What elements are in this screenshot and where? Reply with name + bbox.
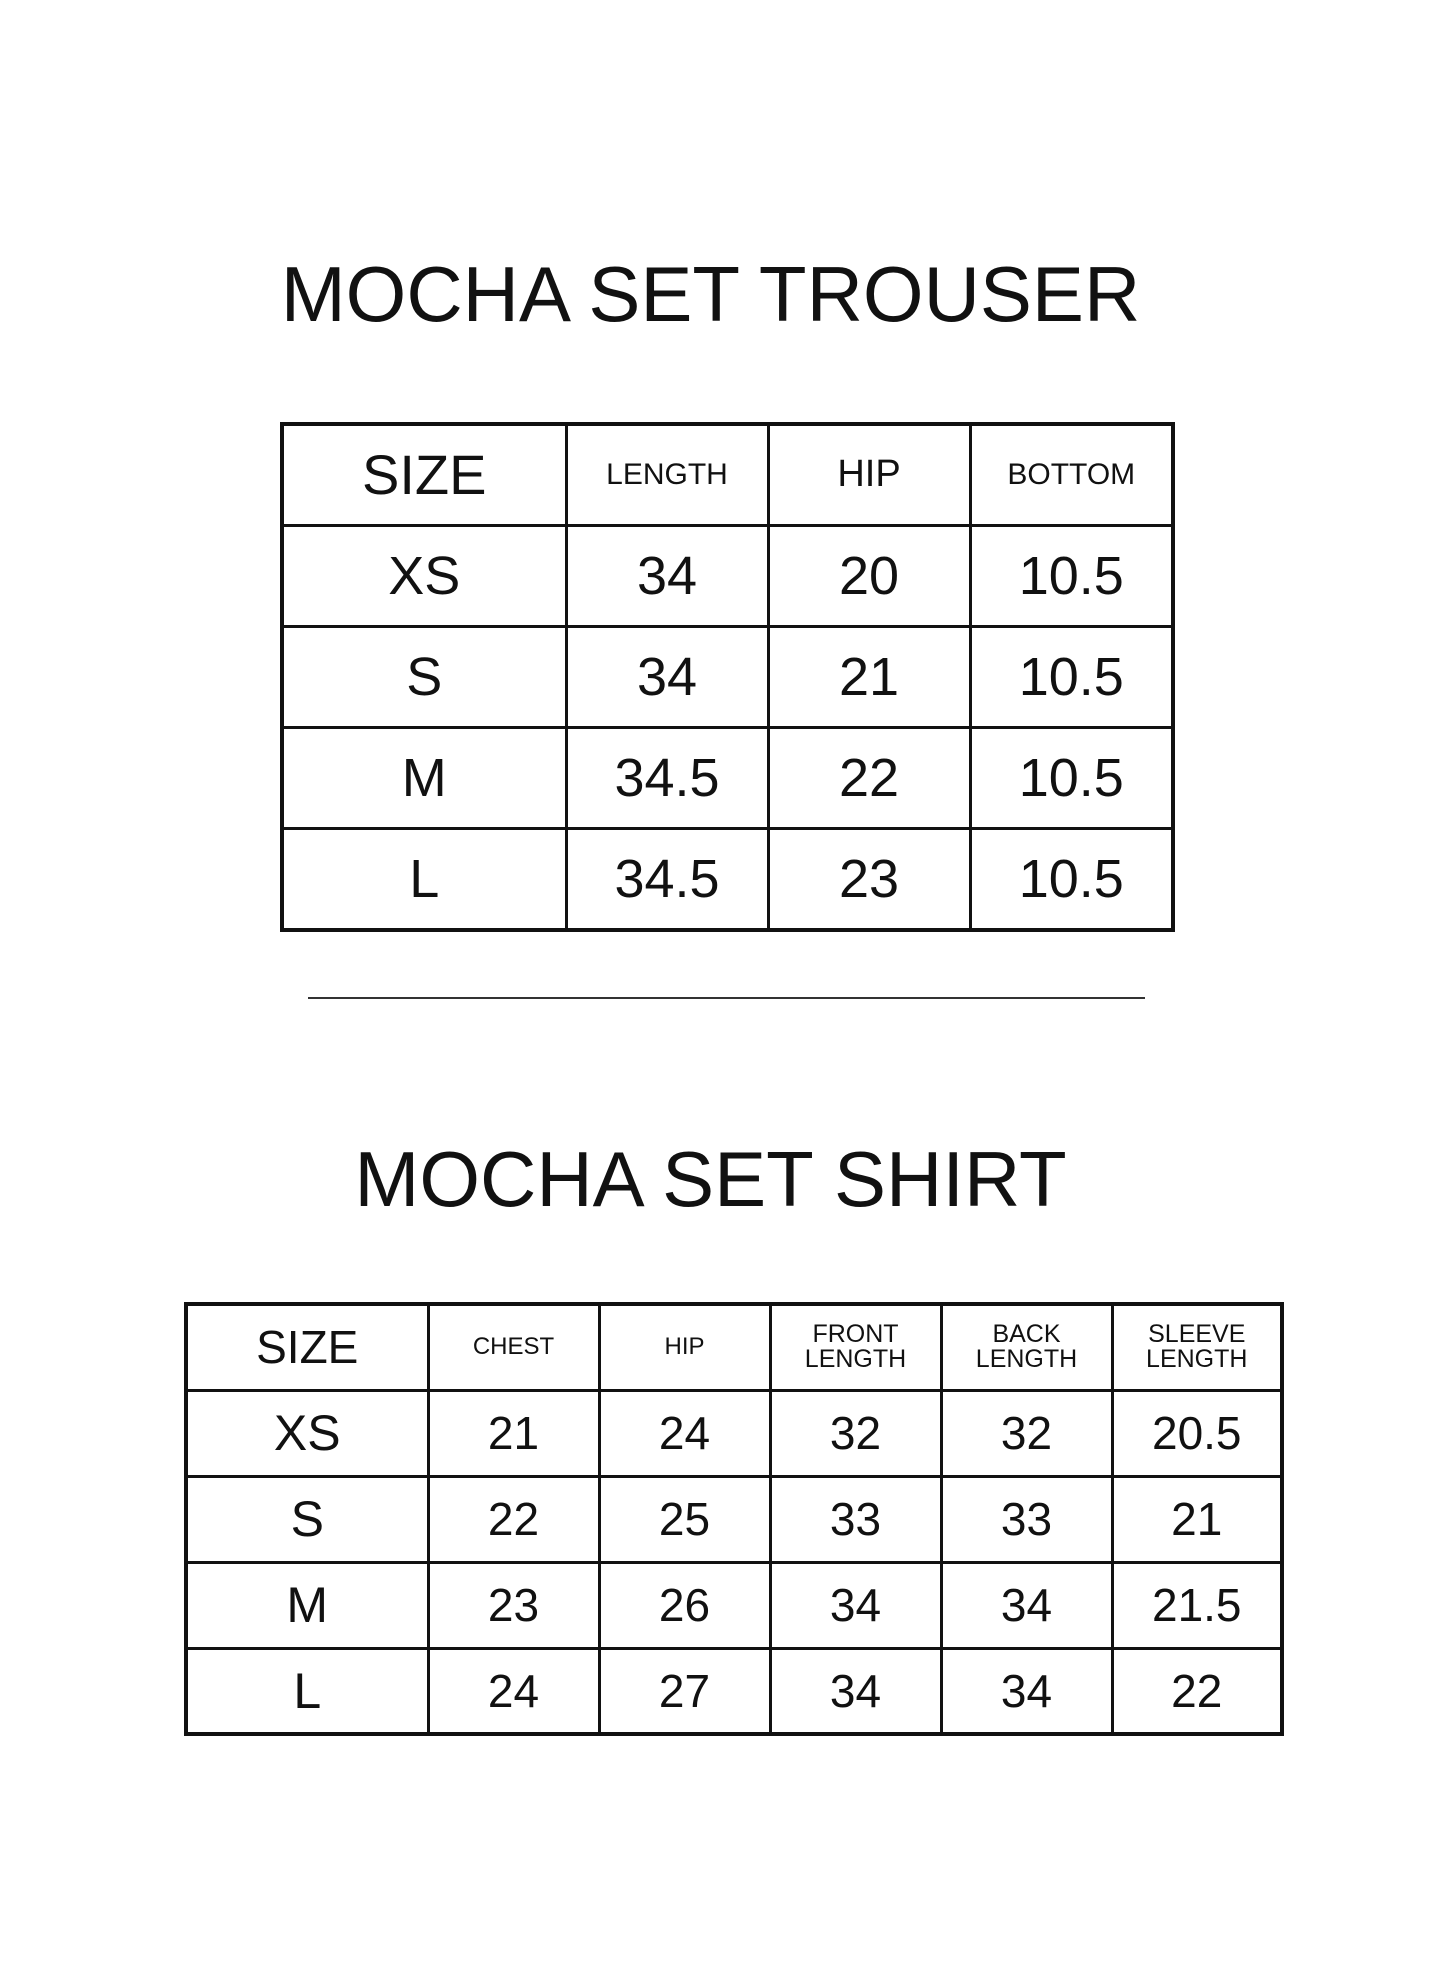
- table-row: [186, 1390, 1282, 1476]
- hip-cell: 24: [599, 1390, 770, 1476]
- bottom-cell: 10.5: [970, 626, 1173, 727]
- bottom-cell: 10.5: [970, 829, 1173, 930]
- sleeve-length-cell: 20.5: [1112, 1390, 1282, 1476]
- header-back-length: [941, 1304, 1112, 1390]
- length-cell: 34.5: [566, 728, 768, 829]
- back-length-cell: 33: [941, 1476, 1112, 1562]
- chest-cell: 21: [428, 1390, 599, 1476]
- back-length-cell: 34: [941, 1562, 1112, 1648]
- table-row: [186, 1476, 1282, 1562]
- bottom-cell: 10.5: [970, 525, 1173, 626]
- hip-cell: 22: [768, 728, 970, 829]
- chest-cell: 23: [428, 1562, 599, 1648]
- size-cell: M: [282, 728, 566, 829]
- back-length-cell: 32: [941, 1390, 1112, 1476]
- header-line: BACK: [992, 1320, 1061, 1349]
- hip-cell: 26: [599, 1562, 770, 1648]
- chest-cell: 24: [428, 1648, 599, 1734]
- length-cell: 34: [566, 525, 768, 626]
- header-size: SIZE: [282, 424, 566, 525]
- header-line: LENGTH: [1146, 1345, 1248, 1374]
- header-line: SLEEVE: [1148, 1320, 1246, 1349]
- front-length-cell: 34: [770, 1562, 941, 1648]
- size-cell: S: [186, 1476, 428, 1562]
- size-cell: M: [186, 1562, 428, 1648]
- table-row: [282, 626, 1173, 727]
- size-cell: L: [282, 829, 566, 930]
- table-header-row: [186, 1304, 1282, 1390]
- trouser-size-table: [280, 422, 1175, 932]
- header-size: SIZE: [186, 1304, 428, 1390]
- table-row: [186, 1562, 1282, 1648]
- header-front-length: [770, 1304, 941, 1390]
- hip-cell: 21: [768, 626, 970, 727]
- size-cell: L: [186, 1648, 428, 1734]
- table-row: [282, 728, 1173, 829]
- header-line: LENGTH: [975, 1345, 1078, 1374]
- shirt-size-table: [184, 1302, 1284, 1736]
- sleeve-length-cell: 22: [1112, 1648, 1282, 1734]
- table-header-row: [282, 424, 1173, 525]
- front-length-cell: 33: [770, 1476, 941, 1562]
- header-length: LENGTH: [566, 424, 768, 525]
- table-row: [186, 1648, 1282, 1734]
- hip-cell: 20: [768, 525, 970, 626]
- size-cell: S: [282, 626, 566, 727]
- header-hip: HIP: [599, 1304, 770, 1390]
- header-sleeve-length: [1112, 1304, 1282, 1390]
- header-line: LENGTH: [804, 1345, 907, 1374]
- hip-cell: 27: [599, 1648, 770, 1734]
- length-cell: 34.5: [566, 829, 768, 930]
- hip-cell: 25: [599, 1476, 770, 1562]
- table-row: [282, 829, 1173, 930]
- length-cell: 34: [566, 626, 768, 727]
- chest-cell: 22: [428, 1476, 599, 1562]
- size-cell: XS: [186, 1390, 428, 1476]
- header-bottom: BOTTOM: [970, 424, 1173, 525]
- size-cell: XS: [282, 525, 566, 626]
- sleeve-length-cell: 21: [1112, 1476, 1282, 1562]
- front-length-cell: 34: [770, 1648, 941, 1734]
- hip-cell: 23: [768, 829, 970, 930]
- trouser-chart-title: MOCHA SET TROUSER: [280, 250, 1141, 338]
- back-length-cell: 34: [941, 1648, 1112, 1734]
- table-row: [282, 525, 1173, 626]
- section-divider: [308, 997, 1145, 999]
- header-chest: CHEST: [428, 1304, 599, 1390]
- shirt-chart-title: MOCHA SET SHIRT: [354, 1135, 1067, 1223]
- sleeve-length-cell: 21.5: [1112, 1562, 1282, 1648]
- bottom-cell: 10.5: [970, 728, 1173, 829]
- header-line: FRONT: [812, 1320, 899, 1349]
- front-length-cell: 32: [770, 1390, 941, 1476]
- header-hip: HIP: [768, 424, 970, 525]
